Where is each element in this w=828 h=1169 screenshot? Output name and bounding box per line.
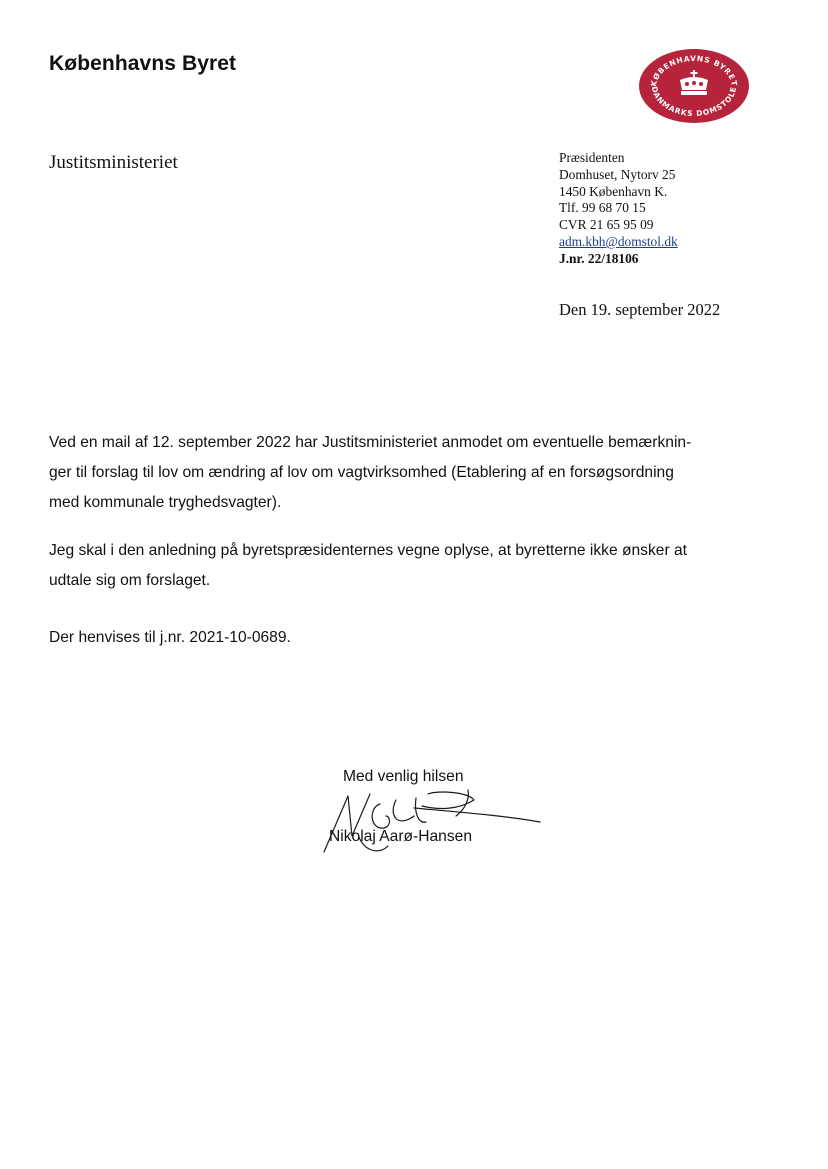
body-paragraph-1 — [49, 428, 779, 518]
sender-email-link[interactable]: adm.kbh@domstol.dk — [559, 233, 678, 249]
body-line: udtale sig om forslaget. — [49, 572, 211, 589]
handwritten-signature — [318, 786, 548, 858]
sender-journal-number: J.nr. 22/18106 — [559, 250, 639, 266]
body-paragraph-2 — [49, 536, 779, 596]
court-seal-logo — [638, 48, 750, 124]
sender-phone: Tlf. 99 68 70 15 — [559, 200, 646, 216]
sender-address-line2: 1450 København K. — [559, 183, 668, 199]
signer-name: Nikolaj Aarø-Hansen — [329, 828, 473, 845]
svg-text:DANMARKS DOMSTOLE: DANMARKS DOMSTOLE — [649, 85, 739, 119]
body-line: Jeg skal i den anledning på byretspræsidenternes vegne oplyse, at byretterne ikke ønsker at — [49, 542, 687, 559]
body-line: ger til forslag til lov om ændring af lov om vagtvirksomhed (Etablering af en forsøgsordning — [49, 464, 674, 481]
letter-date: Den 19. september 2022 — [559, 300, 721, 319]
body-line: med kommunale tryghedsvagter). — [49, 494, 282, 511]
body-paragraph-3: Der henvises til j.nr. 2021-10-0689. — [49, 629, 291, 646]
sender-cvr: CVR 21 65 95 09 — [559, 217, 654, 233]
closing-greeting: Med venlig hilsen — [343, 768, 464, 785]
sender-address-line1: Domhuset, Nytorv 25 — [559, 166, 676, 182]
body-line: Ved en mail af 12. september 2022 har Justitsministeriet anmodet om eventuelle bemærknin- — [49, 434, 692, 451]
court-name: Københavns Byret — [49, 52, 237, 75]
recipient: Justitsministeriet — [49, 152, 178, 173]
svg-text:KØBENHAVNS BYRET: KØBENHAVNS BYRET — [648, 53, 740, 88]
sender-title: Præsidenten — [559, 150, 625, 165]
sender-block — [559, 150, 678, 268]
